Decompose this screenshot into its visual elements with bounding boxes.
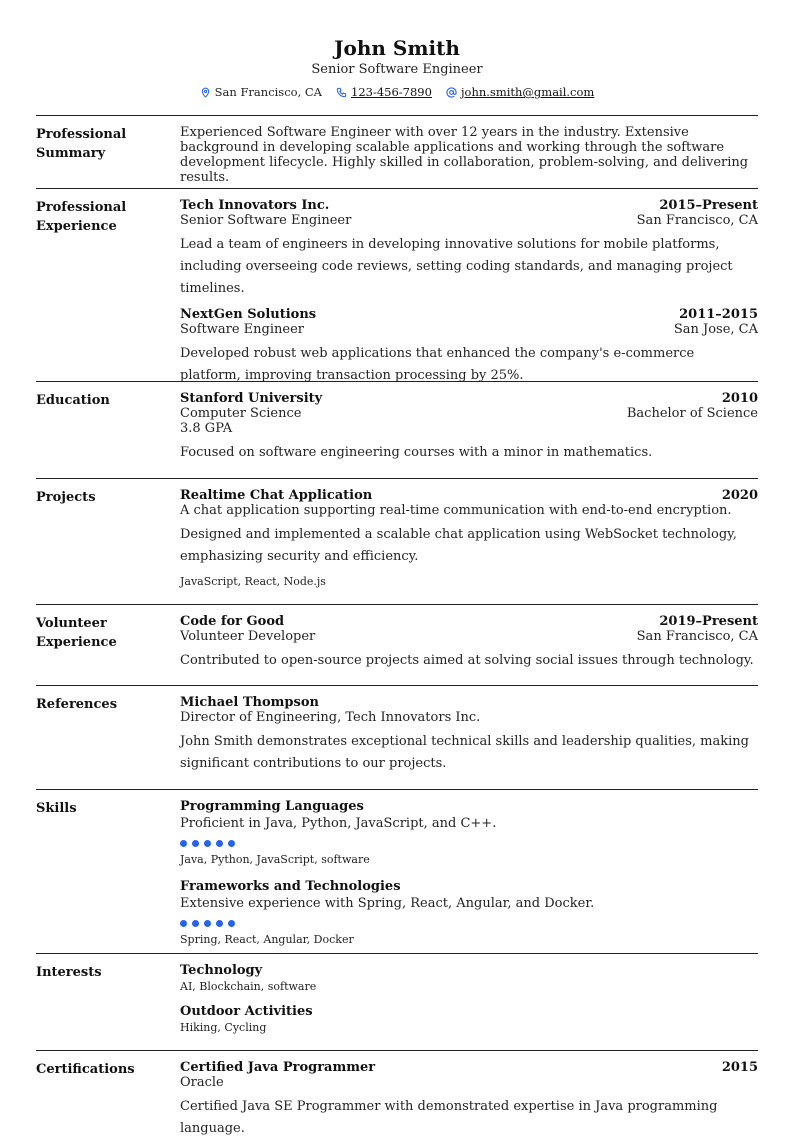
skill-item — [180, 799, 758, 867]
section-heading: Professional Summary — [36, 127, 127, 161]
resume-sections — [36, 115, 758, 1136]
email-link[interactable]: john.smith@gmail.com — [460, 85, 595, 99]
reference-quote: John Smith demonstrates exceptional technical skills and leadership qualities, making significant contributions to our projects. — [180, 734, 749, 771]
skill-level-dots — [180, 840, 758, 847]
location-text: San Francisco, CA — [214, 85, 322, 99]
job-description: Lead a team of engineers in developing innovative solutions for mobile platforms, including overseeing code reviews, setting coding standards, and managing project timelines. — [180, 237, 733, 296]
skill-level-dots — [180, 920, 758, 927]
volunteer-role: Volunteer Developer — [180, 629, 316, 644]
interest-item — [180, 963, 758, 994]
interest-keywords: Hiking, Cycling — [180, 1021, 267, 1034]
summary-text: Experienced Software Engineer with over 12 years in the industry. Extensive background in developing scalable applications and working through the software development lifecycle. Highly skilled in collaboration, problem-solving, and delivering results. — [180, 125, 749, 185]
skill-level-dot — [216, 920, 223, 927]
section-heading: Certifications — [36, 1062, 135, 1077]
section-experience — [36, 188, 758, 381]
job-location: San Francisco, CA — [636, 213, 758, 228]
certification-description: Certified Java SE Programmer with demonstrated expertise in Java programming language. — [180, 1099, 718, 1136]
degree: Bachelor of Science — [626, 406, 758, 421]
skill-level-dot — [180, 840, 187, 847]
skill-name: Programming Languages — [180, 799, 364, 814]
section-summary — [36, 115, 758, 188]
section-heading: Interests — [36, 965, 102, 980]
section-references — [36, 685, 758, 789]
gpa: 3.8 GPA — [180, 421, 233, 436]
contact-info — [0, 85, 794, 99]
experience-item — [180, 198, 758, 300]
certification-name: Certified Java Programmer — [180, 1060, 376, 1075]
interest-name: Technology — [180, 963, 263, 978]
interest-item — [180, 1004, 758, 1035]
volunteer-location: San Francisco, CA — [636, 629, 758, 644]
at-sign-icon — [446, 87, 457, 98]
certification-issuer: Oracle — [180, 1075, 224, 1090]
resume-header — [0, 0, 794, 99]
skill-level-dot — [228, 840, 235, 847]
skill-level-dot — [180, 920, 187, 927]
skill-keywords: Spring, React, Angular, Docker — [180, 933, 354, 946]
education-description: Focused on software engineering courses with a minor in mathematics. — [180, 445, 653, 460]
job-role: Senior Software Engineer — [180, 213, 352, 228]
company-name: NextGen Solutions — [180, 307, 317, 322]
section-heading: Education — [36, 393, 110, 408]
job-dates: 2015–Present — [659, 198, 758, 213]
map-pin-icon — [200, 87, 211, 98]
project-tech: JavaScript, React, Node.js — [180, 575, 326, 588]
volunteer-description: Contributed to open-source projects aimed at solving social issues through technology. — [180, 653, 754, 668]
project-description: Designed and implemented a scalable chat application using WebSocket technology, emphasizing security and efficiency. — [180, 527, 737, 564]
reference-name: Michael Thompson — [180, 695, 319, 710]
section-skills — [36, 789, 758, 953]
project-year: 2020 — [721, 488, 758, 503]
section-education — [36, 381, 758, 478]
section-heading: Skills — [36, 801, 77, 816]
skill-keywords: Java, Python, JavaScript, software — [180, 853, 370, 866]
section-interests — [36, 953, 758, 1050]
phone-link[interactable]: 123-456-7890 — [351, 85, 432, 99]
certification-year: 2015 — [721, 1060, 758, 1075]
section-heading: Projects — [36, 490, 96, 505]
volunteer-org: Code for Good — [180, 614, 285, 629]
skill-level-dot — [228, 920, 235, 927]
section-heading: Volunteer Experience — [36, 616, 117, 650]
job-dates: 2011–2015 — [679, 307, 758, 322]
skill-level-dot — [192, 920, 199, 927]
skill-level-dot — [216, 840, 223, 847]
skill-description: Proficient in Java, Python, JavaScript, and C++. — [180, 816, 497, 831]
skill-description: Extensive experience with Spring, React, Angular, and Docker. — [180, 896, 595, 911]
section-volunteer — [36, 604, 758, 685]
contact-phone[interactable] — [336, 85, 432, 99]
skill-level-dot — [204, 840, 211, 847]
skill-name: Frameworks and Technologies — [180, 879, 401, 894]
skill-level-dot — [192, 840, 199, 847]
company-name: Tech Innovators Inc. — [180, 198, 330, 213]
interest-name: Outdoor Activities — [180, 1004, 313, 1019]
job-role: Software Engineer — [180, 322, 305, 337]
section-certifications — [36, 1050, 758, 1136]
section-heading: Professional Experience — [36, 200, 127, 234]
field-of-study: Computer Science — [180, 406, 302, 421]
interest-keywords: AI, Blockchain, software — [180, 980, 317, 993]
skill-level-dot — [204, 920, 211, 927]
phone-icon — [336, 87, 347, 98]
job-description: Developed robust web applications that enhanced the company's e-commerce platform, improving transaction processing by 25%. — [180, 346, 695, 383]
section-heading: References — [36, 697, 118, 712]
reference-position: Director of Engineering, Tech Innovators Inc. — [180, 710, 481, 725]
contact-location — [200, 85, 322, 99]
graduation-year: 2010 — [721, 391, 758, 406]
candidate-name: John Smith — [334, 36, 460, 60]
project-summary: A chat application supporting real-time communication with end-to-end encryption. — [180, 503, 732, 518]
candidate-title: Senior Software Engineer — [311, 62, 483, 77]
section-projects — [36, 478, 758, 604]
project-name: Realtime Chat Application — [180, 488, 373, 503]
experience-item — [180, 307, 758, 387]
contact-email[interactable] — [446, 85, 594, 99]
job-location: San Jose, CA — [673, 322, 758, 337]
volunteer-dates: 2019–Present — [659, 614, 758, 629]
skill-item — [180, 879, 758, 947]
school-name: Stanford University — [180, 391, 323, 406]
